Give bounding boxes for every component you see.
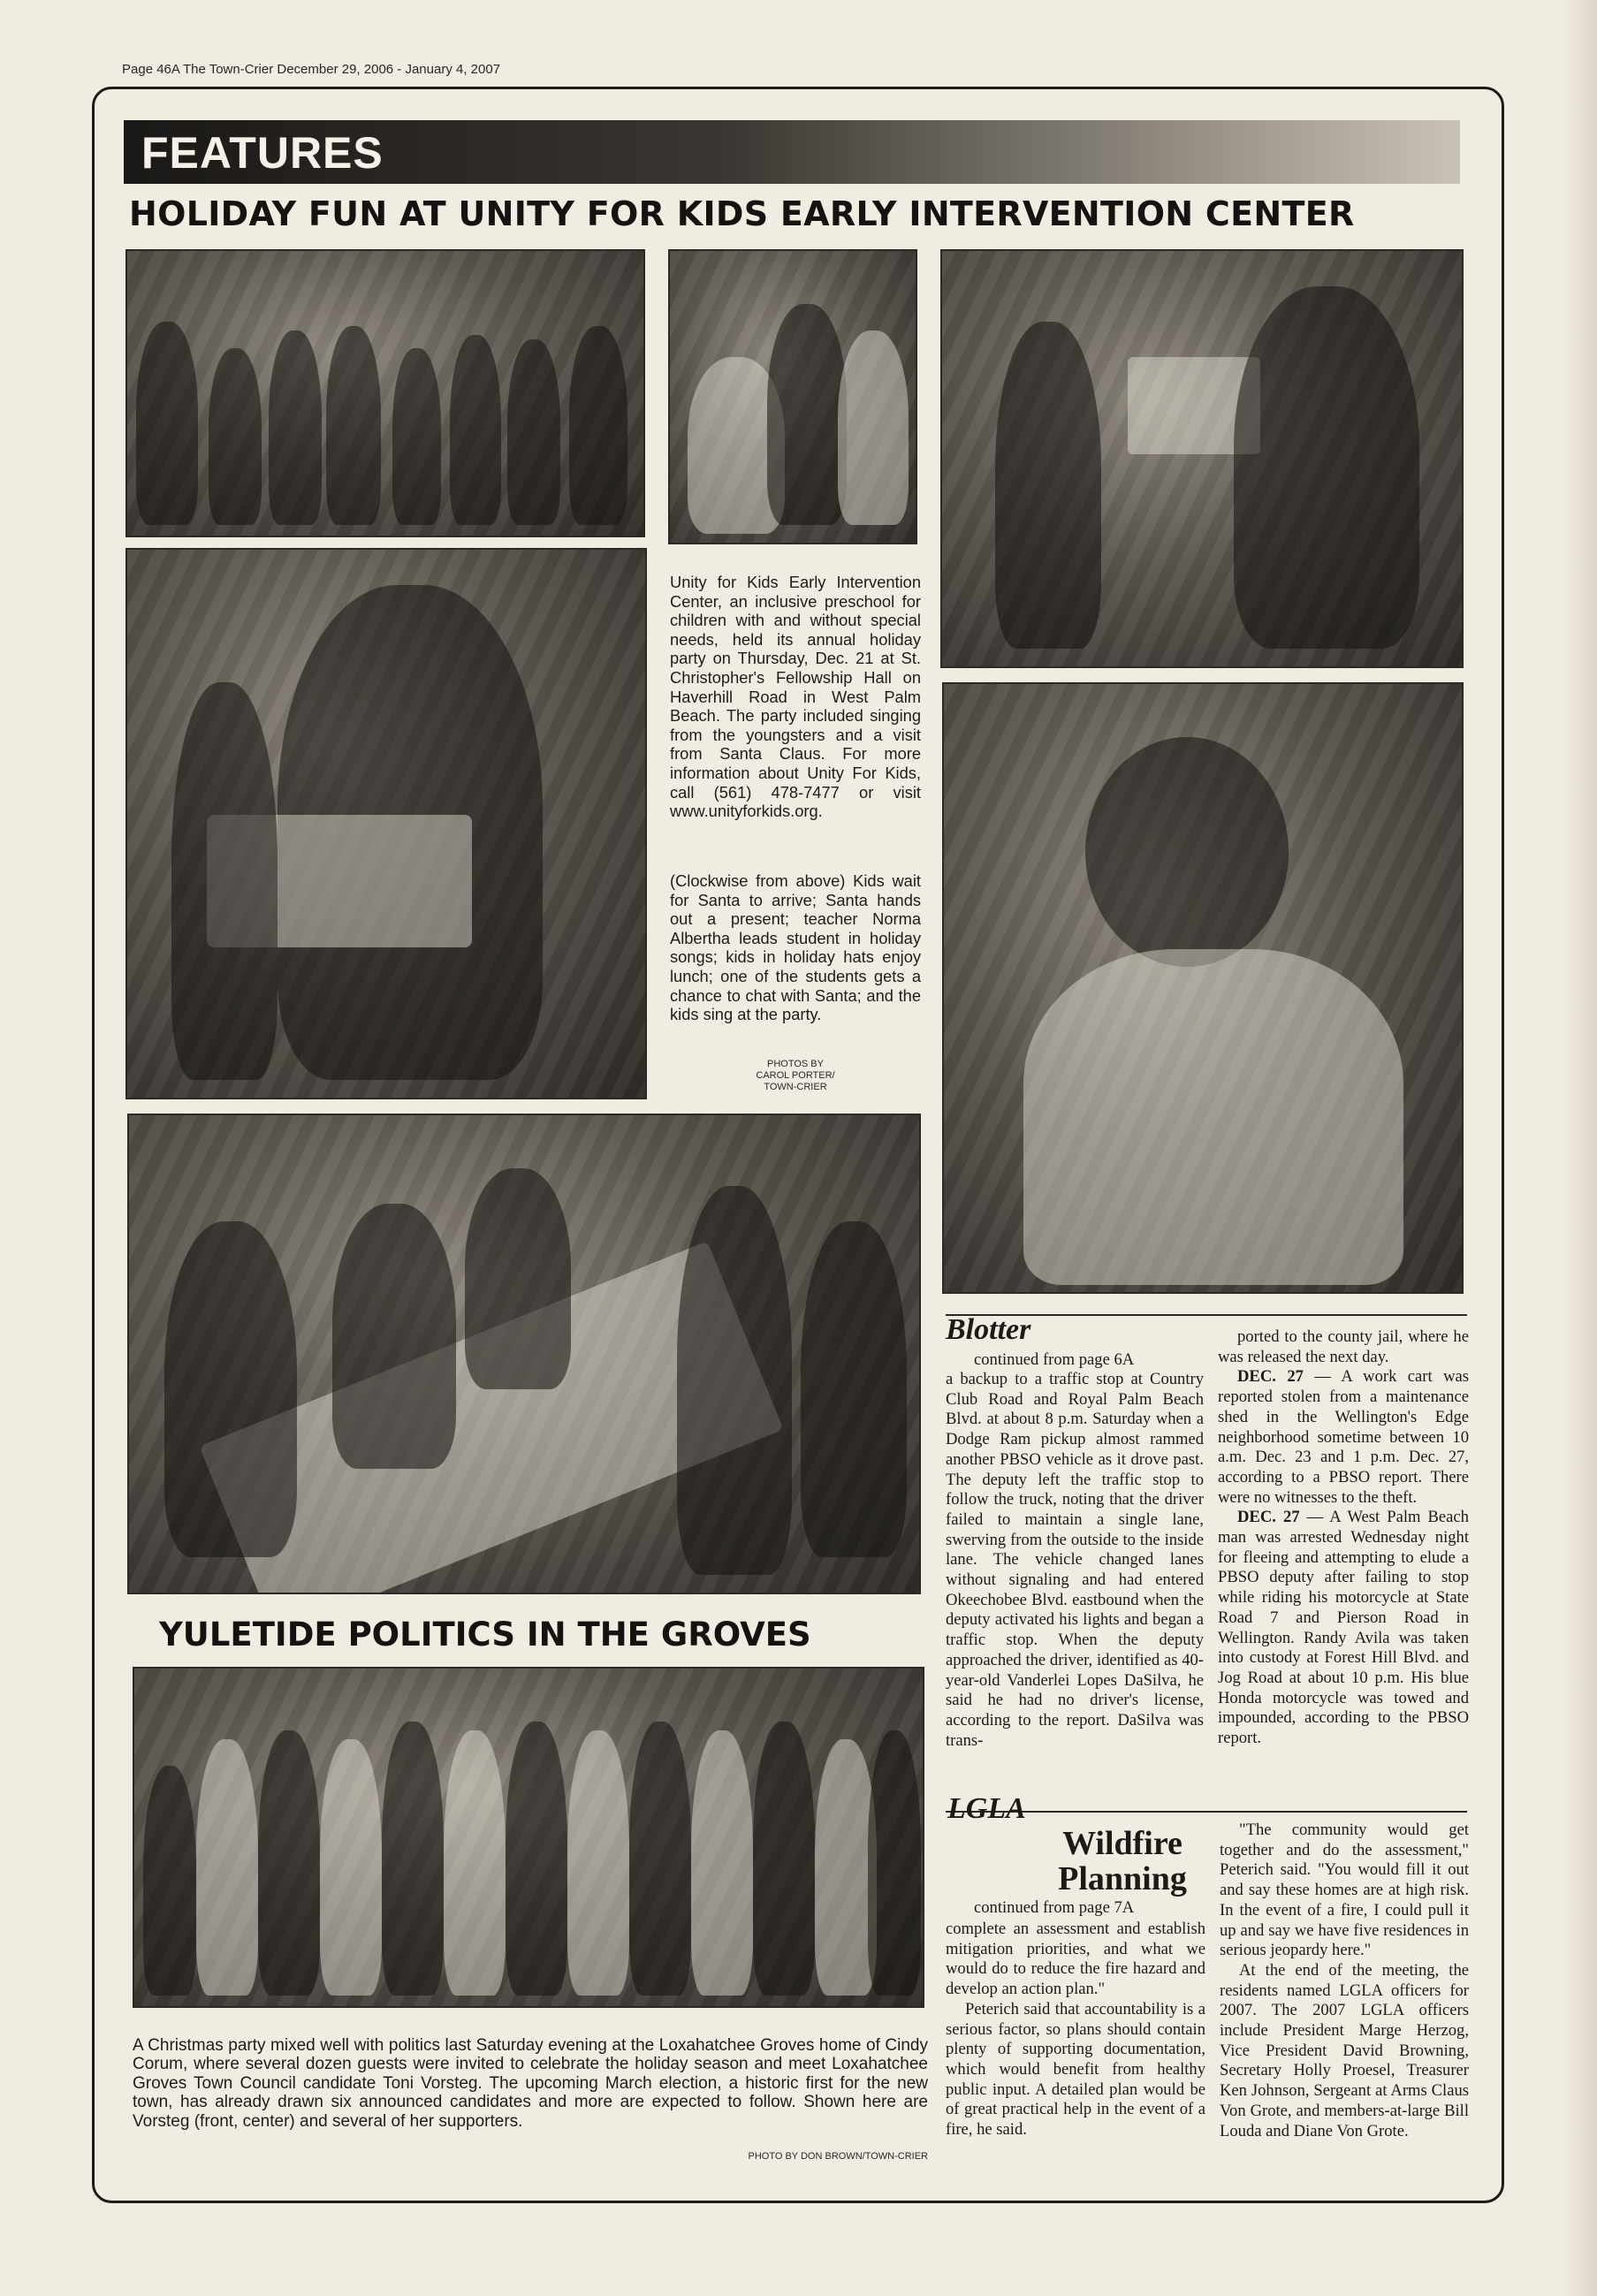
blotter-column-1 [946, 1370, 1204, 1751]
story1-credit-line1: PHOTOS BY [767, 1059, 824, 1069]
blotter-date-1: DEC. 27 [1237, 1367, 1304, 1387]
lgla-col1-p2: Peterich said that accountability is a serious factor, so plans should contain plenty of supporting documentation, which would benefit from healthy public input. A detailed plan would be of great practical help in the event of a fire, he said. [946, 1999, 1205, 2140]
story2-caption: A Christmas party mixed well with politics last Saturday evening at the Loxahatchee Groves home of Cindy Corum, where several dozen guests were invited to celebrate the holiday season and meet Loxahatchee Groves Town Council candidate Toni Vorsteg. The upcoming March election, a historic first for the new town, has already drawn six announced candidates and more are expected to follow. Shown here are Vorsteg (front, center) and several of her supporters. [133, 2036, 928, 2131]
lgla-column-1 [946, 1920, 1205, 2140]
story1-caption-intro: Unity for Kids Early Intervention Center, an inclusive preschool for children with and without special needs, held its annual holiday party on Thursday, Dec. 21 at St. Christopher's Fellowship Hall on Haverhill Road in West Palm Beach. The party included singing from the youngsters and a visit from Santa Claus. For more information about Unity For Kids, call (561) 478-7477 or visit www.unityforkids.org. [670, 573, 921, 821]
blotter-col2-p3 [1218, 1508, 1469, 1748]
paper-edge-shadow [1562, 0, 1597, 2296]
lgla-title: LGLA [947, 1792, 1026, 1825]
story1-credit-line3: TOWN-CRIER [764, 1082, 827, 1092]
story1-photo-credit [714, 1059, 877, 1093]
lgla-col1-p1: complete an assessment and establish mitigation priorities, and what we would do to reduce the fire hazard and develop an action plan." [946, 1920, 1205, 1999]
photo-teacher-portrait [942, 682, 1464, 1294]
lgla-headline-line1: Wildfire [1062, 1825, 1183, 1862]
blotter-col2-p2-text: — A work cart was reported stolen from a maintenance shed in the Wellington's Edge neighborhood sometime between 10 a.m. Dec. 23 and 1 p.m. Dec. 27, according to a PBSO report. There were no witnesses to the theft. [1218, 1367, 1469, 1507]
story2-photo-credit: PHOTO BY DON BROWN/TOWN-CRIER [748, 2151, 928, 2162]
page-folio: Page 46A The Town-Crier December 29, 2006 - January 4, 2007 [122, 62, 501, 77]
lgla-column-2 [1220, 1821, 1469, 2141]
section-banner [124, 120, 1460, 184]
photo-kids-lunch [127, 1114, 921, 1594]
story1-caption-clockwise: (Clockwise from above) Kids wait for Santa to arrive; Santa hands out a present; teacher Norma Albertha leads student in holiday songs; kids in holiday hats enjoy lunch; one of the students gets a chance to chat with Santa; and the kids sing at the party. [670, 871, 921, 1024]
blotter-title: Blotter [946, 1313, 1031, 1346]
lgla-headline-line2: Planning [1058, 1860, 1187, 1897]
lgla-col2-p2: At the end of the meeting, the residents named LGLA officers for 2007. The 2007 LGLA officers include President Marge Herzog, Vice President David Browning, Secretary Holly Proesel, Treasurer Ken Johnson, Sergeant at Arms Claus Von Grote, and members-at-large Bill Louda and Diane Von Grote. [1220, 1960, 1469, 2140]
lgla-continued-line: continued from page 7A [974, 1898, 1135, 1917]
blotter-col2-p2 [1218, 1367, 1469, 1508]
lgla-col2-p1: "The community would get together and do the assessment," Peterich said. "You would fill it out and say these homes are at high risk. In the event of a fire, I could pull it up and say we have five residences in serious jeopardy here." [1220, 1821, 1469, 1960]
photo-kids-waiting [125, 249, 645, 537]
blotter-continued-line: continued from page 6A [974, 1350, 1135, 1369]
photo-student-with-santa [125, 548, 647, 1099]
photo-teacher-singing [668, 249, 917, 544]
story1-headline: HOLIDAY FUN AT UNITY FOR KIDS EARLY INTERVENTION CENTER [129, 194, 1355, 233]
story1-credit-line2: CAROL PORTER/ [756, 1070, 835, 1081]
section-banner-label: FEATURES [141, 128, 384, 178]
blotter-col2-p3-text: — A West Palm Beach man was arrested Wednesday night for fleeing and attempting to elude a PBSO deputy after failing to stop while riding his motorcycle at State Road 7 and Pierson Road in Wellington. Randy Avila was taken into custody at Forest Hill Blvd. and Jog Road at about 10 p.m. His blue Honda motorcycle was towed and impounded, according to the PBSO report. [1218, 1508, 1469, 1748]
photo-santa-hands-present [940, 249, 1464, 668]
blotter-col2-p1: ported to the county jail, where he was released the next day. [1218, 1327, 1469, 1366]
blotter-date-2: DEC. 27 [1237, 1508, 1300, 1527]
blotter-col1-text: a backup to a traffic stop at Country Club Road and Royal Palm Beach Blvd. at about 8 p.m. Saturday when a Dodge Ram pickup almost rammed another PBSO vehicle as it drove past. The deputy left the traffic stop to follow the truck, noting that the driver failed to maintain a single lane, swerving from the outside to the inside lane. The vehicle changed lanes without signaling and had entered Okeechobee Blvd. eastbound when the deputy activated his lights and began a traffic stop. When the deputy approached the driver, identified as 40-year-old Vanderlei Lopes DaSilva, he said he had no driver's license, according to the report. DaSilva was trans- [946, 1370, 1204, 1750]
photo-groves-party-group [133, 1667, 924, 2008]
story2-headline: YULETIDE POLITICS IN THE GROVES [159, 1616, 811, 1654]
blotter-column-2 [1218, 1327, 1469, 1749]
